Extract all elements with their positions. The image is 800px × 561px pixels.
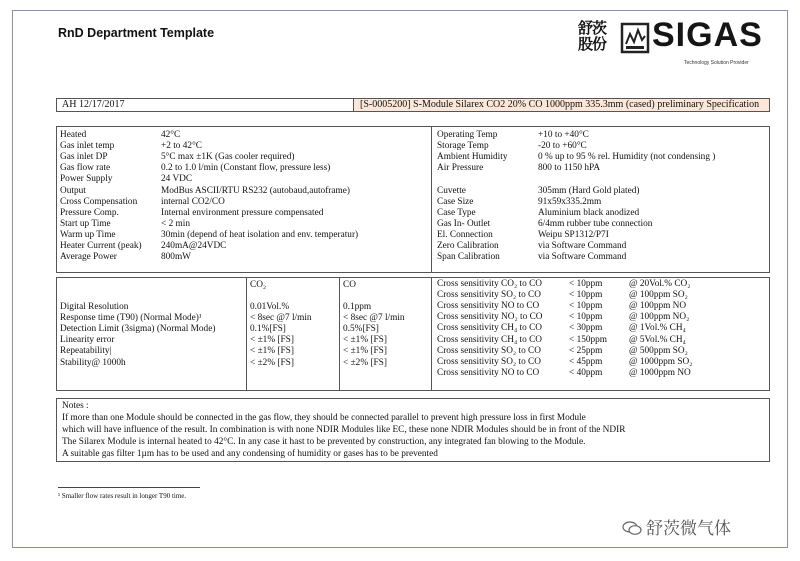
co2-value: < ±1% [FS] bbox=[250, 335, 294, 346]
spec-label: Case Type bbox=[437, 207, 476, 218]
cross-sensitivity-label: Cross sensitivity SO₂ to CO bbox=[437, 290, 541, 301]
spec-value: 240mA@24VDC bbox=[161, 241, 227, 251]
spec-value: 6/4mm rubber tube connection bbox=[538, 218, 653, 229]
spec-label: Operating Temp bbox=[437, 130, 498, 140]
footnote: ¹ Smaller flow rates result in longer T90 time. bbox=[58, 492, 187, 500]
notes-line: If more than one Module should be connected in the gas flow, they should be connected parallel to prevent high pressure loss in first Module bbox=[62, 413, 586, 423]
cross-sensitivity-limit: < 10ppm bbox=[569, 279, 603, 289]
spec-value: 800mW bbox=[161, 252, 191, 263]
co2-value: 0.01Vol.% bbox=[250, 302, 290, 312]
spec-value: 42°C bbox=[161, 130, 181, 140]
cross-sensitivity-label: Cross sensitivity NO to CO bbox=[437, 301, 540, 312]
cross-sensitivity-limit: < 30ppm bbox=[569, 323, 603, 334]
column-divider bbox=[431, 278, 432, 390]
spec-label: Warm up Time bbox=[60, 229, 116, 240]
spec-label: Gas flow rate bbox=[60, 163, 111, 174]
logo-emblem-icon bbox=[620, 22, 650, 54]
co2-value: < ±2% [FS] bbox=[250, 357, 294, 368]
notes-section bbox=[56, 398, 770, 462]
spec-label: Power Supply bbox=[60, 174, 113, 185]
cross-sensitivity-label: Cross sensitivity NO to CO bbox=[437, 367, 540, 378]
spec-label: Storage Temp bbox=[437, 141, 489, 152]
spec-value: Weipu SP1312/P7I bbox=[538, 229, 609, 240]
general-specs-table bbox=[56, 126, 770, 273]
spec-value: 91x59x335.2mm bbox=[538, 196, 602, 207]
spec-value: 30min (depend of heat isolation and env. temperatur) bbox=[161, 229, 359, 240]
spec-label: Output bbox=[60, 185, 86, 196]
spec-value: via Software Command bbox=[538, 252, 627, 263]
co2-value: < 8sec @7 l/min bbox=[250, 313, 312, 324]
spec-value: +10 to +40°C bbox=[538, 130, 589, 140]
footnote-separator bbox=[58, 487, 200, 488]
spec-label: Start up Time bbox=[60, 218, 111, 229]
spec-value: 0 % up to 95 % rel. Humidity (not condensing ) bbox=[538, 152, 716, 163]
spec-label: Zero Calibration bbox=[437, 241, 499, 251]
co-value: 0.1ppm bbox=[343, 302, 372, 312]
cross-sensitivity-condition: @ 1000ppm SO₂ bbox=[629, 356, 693, 367]
cross-sensitivity-condition: @ 1000ppm NO bbox=[629, 367, 691, 378]
spec-value: Aluminium black anodized bbox=[538, 207, 640, 218]
cross-sensitivity-condition: @ 1Vol.% CH₄ bbox=[629, 323, 686, 334]
co-value: < ±1% [FS] bbox=[343, 335, 387, 346]
performance-label: Repeatability| bbox=[60, 346, 112, 357]
spec-header-bar bbox=[56, 98, 770, 112]
spec-label: Cuvette bbox=[437, 185, 466, 196]
watermark-text: 舒茨微气体 bbox=[646, 519, 731, 539]
spec-label: Ambient Humidity bbox=[437, 152, 508, 163]
spec-value: ModBus ASCII/RTU RS232 (autobaud,autoframe) bbox=[161, 185, 350, 196]
cross-sensitivity-condition: @ 100ppm SO₂ bbox=[629, 290, 688, 301]
cross-sensitivity-condition: @ 100ppm NO bbox=[629, 301, 687, 312]
notes-line: which will have influence of the result. In combination is with none NDIR Modules like EC, these none NDIR Modules should be in front of the NDIR bbox=[62, 425, 626, 435]
spec-label: Heater Current (peak) bbox=[60, 241, 142, 251]
cross-sensitivity-limit: < 40ppm bbox=[569, 367, 603, 378]
spec-value: 800 to 1150 hPA bbox=[538, 163, 601, 174]
column-divider bbox=[431, 127, 432, 272]
spec-label: Pressure Comp. bbox=[60, 207, 119, 218]
performance-label: Linearity error bbox=[60, 335, 115, 346]
co-value: 0.5%[FS] bbox=[343, 324, 379, 335]
cross-sensitivity-label: Cross sensitivity CH₄ to CO bbox=[437, 334, 543, 345]
author-date: AH 12/17/2017 bbox=[62, 99, 125, 110]
department-title: RnD Department Template bbox=[58, 26, 215, 40]
logo-tagline: Technology Solution Provider bbox=[684, 60, 749, 66]
spec-label: Span Calibration bbox=[437, 252, 500, 263]
logo-brand: SIGAS bbox=[652, 16, 763, 54]
spec-label: Case Size bbox=[437, 196, 474, 207]
cross-sensitivity-label: Cross sensitivity SO₂ to CO bbox=[437, 345, 541, 356]
spec-label: Gas inlet temp bbox=[60, 141, 115, 152]
notes-line: The Silarex Module is internal heated to 42°C. In any case it hast to be prevented by construction, any integrated fan blowing to the Module. bbox=[62, 437, 586, 447]
co2-value: < ±1% [FS] bbox=[250, 346, 294, 357]
cross-sensitivity-condition: @ 500ppm SO₂ bbox=[629, 345, 688, 356]
cross-sensitivity-label: Cross sensitivity CO₂ to CO bbox=[437, 279, 543, 289]
cross-sensitivity-limit: < 10ppm bbox=[569, 290, 603, 301]
cross-sensitivity-limit: < 45ppm bbox=[569, 356, 603, 367]
co-value: < ±1% [FS] bbox=[343, 346, 387, 357]
performance-label: Detection Limit (3sigma) (Normal Mode) bbox=[60, 324, 216, 335]
performance-table bbox=[56, 277, 770, 391]
performance-label: Response time (T90) (Normal Mode)¹ bbox=[60, 313, 202, 324]
performance-label: Stability@ 1000h bbox=[60, 357, 126, 368]
cross-sensitivity-label: Cross sensitivity NO₂ to CO bbox=[437, 312, 543, 323]
cross-sensitivity-condition: @ 20Vol.% CO₂ bbox=[629, 279, 691, 289]
cross-sensitivity-condition: @ 100ppm NO₂ bbox=[629, 312, 690, 323]
cross-sensitivity-limit: < 150ppm bbox=[569, 334, 608, 345]
performance-label: Digital Resolution bbox=[60, 302, 129, 312]
spec-value: +2 to 42°C bbox=[161, 141, 202, 152]
spec-label: Average Power bbox=[60, 252, 117, 263]
cross-sensitivity-label: Cross sensitivity SO₂ to CO bbox=[437, 356, 541, 367]
spec-title: [S-0005200] S-Module Silarex CO2 20% CO 1000ppm 335.3mm (cased) preliminary Specification bbox=[353, 99, 769, 111]
spec-value: Internal environment pressure compensated bbox=[161, 207, 324, 218]
notes-line: A suitable gas filter 1µm has to be used and any condensing of humidity or gases has to be prevented bbox=[62, 449, 438, 459]
spec-value: internal CO2/CO bbox=[161, 196, 225, 207]
spec-value: 305mm (Hard Gold plated) bbox=[538, 185, 640, 196]
cross-sensitivity-limit: < 25ppm bbox=[569, 345, 603, 356]
co-value: < 8sec @7 l/min bbox=[343, 313, 405, 324]
cross-sensitivity-limit: < 10ppm bbox=[569, 312, 603, 323]
spec-label: Cross Compensation bbox=[60, 196, 138, 207]
spec-value: 0.2 to 1.0 l/min (Constant flow, pressure less) bbox=[161, 163, 331, 174]
company-logo bbox=[578, 16, 778, 72]
spec-value: via Software Command bbox=[538, 241, 627, 251]
spec-value: < 2 min bbox=[161, 218, 191, 229]
logo-chinese-text: 舒茨 股份 bbox=[578, 19, 607, 53]
chat-bubble-icon bbox=[622, 521, 642, 535]
co-value: < ±2% [FS] bbox=[343, 357, 387, 368]
spec-value: 5°C max ±1K (Gas cooler required) bbox=[161, 152, 295, 163]
cross-sensitivity-label: Cross sensitivity CH₄ to CO bbox=[437, 323, 543, 334]
watermark bbox=[622, 514, 731, 539]
spec-label: Gas In- Outlet bbox=[437, 218, 491, 229]
spec-label: Air Pressure bbox=[437, 163, 484, 174]
column-divider bbox=[246, 278, 247, 390]
co2-value: 0.1%[FS] bbox=[250, 324, 286, 335]
notes-title: Notes : bbox=[62, 401, 89, 411]
column-header-co: CO bbox=[343, 280, 356, 290]
spec-label: Heated bbox=[60, 130, 87, 140]
column-divider bbox=[339, 278, 340, 390]
spec-value: 24 VDC bbox=[161, 174, 193, 185]
column-header-co2: CO₂ bbox=[250, 280, 267, 290]
spec-label: Gas inlet DP bbox=[60, 152, 108, 163]
cross-sensitivity-limit: < 10ppm bbox=[569, 301, 603, 312]
cross-sensitivity-condition: @ 5Vol.% CH₄ bbox=[629, 334, 686, 345]
spec-label: El. Connection bbox=[437, 229, 493, 240]
spec-value: -20 to +60°C bbox=[538, 141, 587, 152]
